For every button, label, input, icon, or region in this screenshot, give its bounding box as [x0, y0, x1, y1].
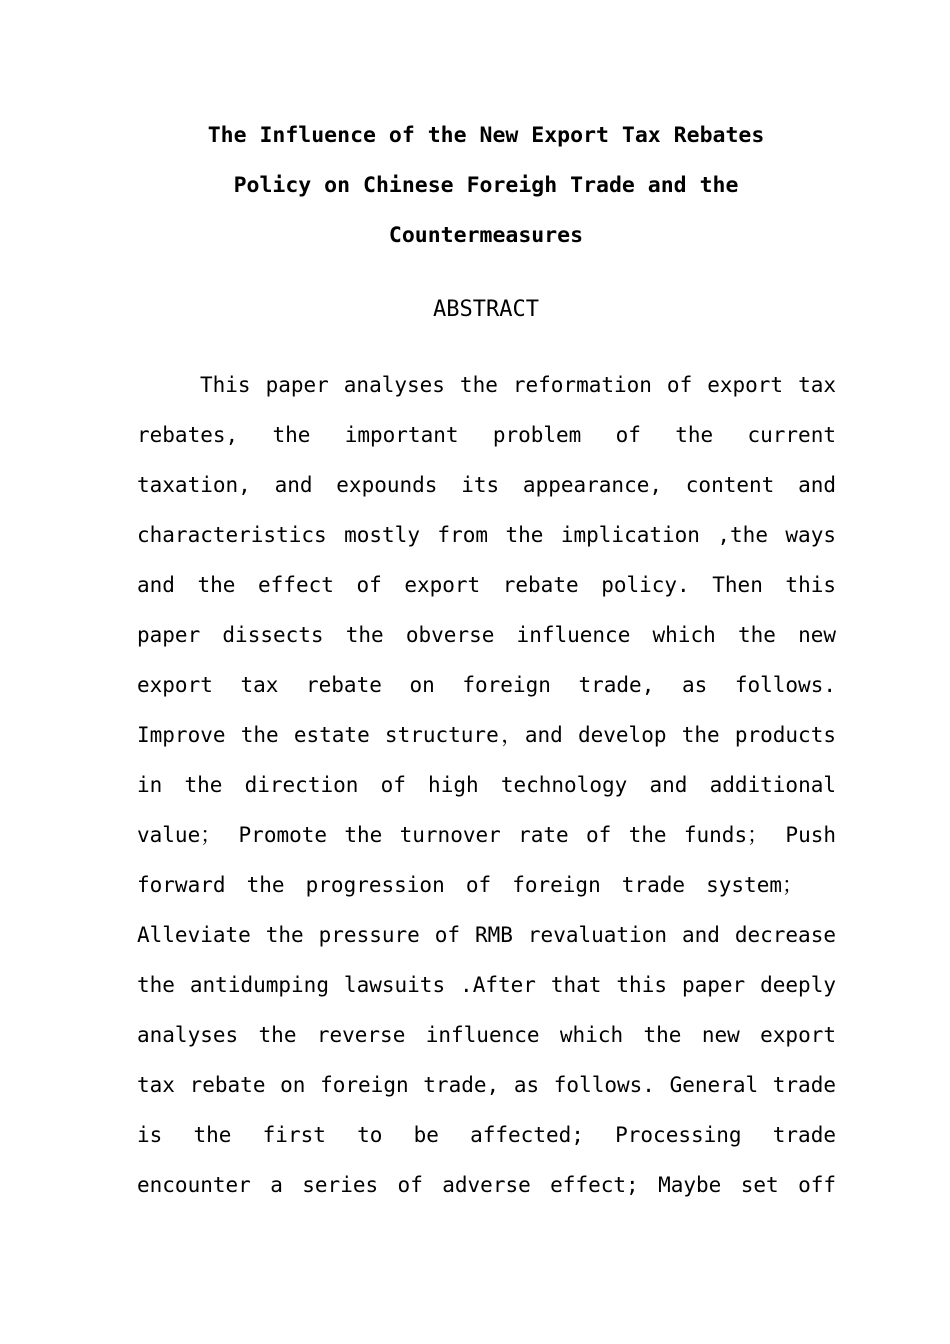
title-line-3: Countermeasures: [388, 223, 584, 248]
abstract-line-13: the antidumping lawsuits .After that this paper deeply: [137, 973, 836, 997]
title-line-1: The Influence of the New Export Tax Rebates: [207, 123, 765, 148]
title-line-2: Policy on Chinese Foreigh Trade and the: [233, 173, 739, 198]
abstract-line-14: analyses the reverse influence which the new export: [137, 1023, 836, 1047]
abstract-line-17: encounter a series of adverse effect; Maybe set off: [137, 1173, 836, 1197]
abstract-line-7: export tax rebate on foreign trade, as follows.: [137, 673, 836, 697]
abstract-line-10: value； Promote the turnover rate of the funds； Push: [137, 823, 836, 847]
abstract-line-15: tax rebate on foreign trade, as follows. General trade: [137, 1073, 836, 1097]
abstract-line-1: This paper analyses the reformation of export tax: [200, 373, 836, 397]
abstract-line-5: and the effect of export rebate policy. Then this: [137, 573, 836, 597]
abstract-heading: ABSTRACT: [433, 297, 539, 322]
abstract-line-3: taxation, and expounds its appearance, content and: [137, 473, 836, 497]
abstract-line-4: characteristics mostly from the implication ,the ways: [137, 523, 836, 547]
abstract-line-11: forward the progression of foreign trade system；: [137, 873, 803, 897]
abstract-line-9: in the direction of high technology and additional: [137, 773, 836, 797]
abstract-line-2: rebates, the important problem of the current: [137, 423, 836, 447]
abstract-line-16: is the first to be affected; Processing trade: [137, 1123, 836, 1147]
abstract-line-8: Improve the estate structure，and develop the products: [137, 723, 836, 747]
abstract-line-12: Alleviate the pressure of RMB revaluation and decrease: [137, 923, 836, 947]
abstract-line-6: paper dissects the obverse influence which the new: [137, 623, 836, 647]
